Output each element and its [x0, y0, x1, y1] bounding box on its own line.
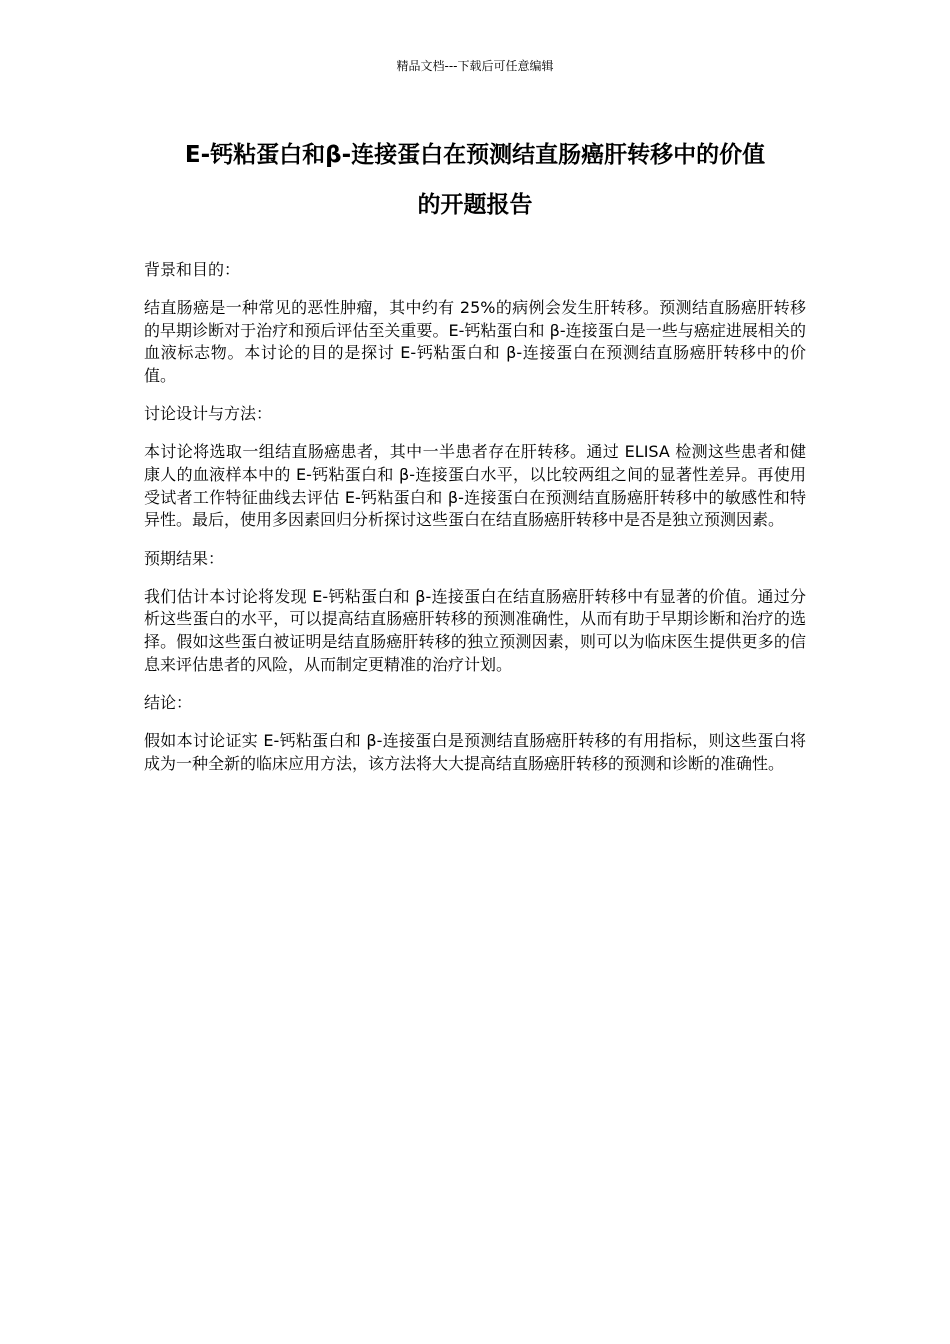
section-heading-methods: 讨论设计与方法：: [144, 404, 273, 424]
document-body: [144, 259, 806, 791]
paragraph-methods: 本讨论将选取一组结直肠癌患者，其中一半患者存在肝转移。通过 ELISA 检测这些患者和健康人的血液样本中的 E-钙粘蛋白和 β-连接蛋白水平，以比较两组之间的显著性差异。再使用受试者工作特征曲线去评估 E-钙粘蛋白和 β-连接蛋白在预测结直肠癌肝转移中的敏感性和特异性。最后，使用多因素回归分析探讨这些蛋白在结直肠癌肝转移中是否是独立预测因素。: [144, 442, 806, 530]
section-heading-conclusion: 结论：: [144, 693, 193, 713]
section-heading-background: 背景和目的：: [144, 260, 241, 279]
document-title: [145, 130, 805, 230]
document-title-line-2: 的开题报告: [417, 192, 533, 218]
section-heading-expected-results: 预期结果：: [144, 548, 225, 568]
paragraph-conclusion: 假如本讨论证实 E-钙粘蛋白和 β-连接蛋白是预测结直肠癌肝转移的有用指标，则这些蛋白将成为一种全新的临床应用方法，该方法将大大提高结直肠癌肝转移的预测和诊断的准确性。: [144, 731, 806, 773]
paragraph-background: 结直肠癌是一种常见的恶性肿瘤，其中约有 25%的病例会发生肝转移。预测结直肠癌肝转移的早期诊断对于治疗和预后评估至关重要。E-钙粘蛋白和 β-连接蛋白是一些与癌症进展相关的血液标志物。本讨论的目的是探讨 E-钙粘蛋白和 β-连接蛋白在预测结直肠癌肝转移中的价值。: [144, 298, 806, 385]
document-title-line-1: E-钙粘蛋白和β-连接蛋白在预测结直肠癌肝转移中的价值: [184, 142, 766, 168]
page-header: 精品文档---下载后可任意编辑: [396, 59, 554, 73]
paragraph-expected-results: 我们估计本讨论将发现 E-钙粘蛋白和 β-连接蛋白在结直肠癌肝转移中有显著的价值。通过分析这些蛋白的水平，可以提高结直肠癌肝转移的预测准确性，从而有助于早期诊断和治疗的选择。假如这些蛋白被证明是结直肠癌肝转移的独立预测因素，则可以为临床医生提供更多的信息来评估患者的风险，从而制定更精准的治疗计划。: [144, 586, 806, 674]
